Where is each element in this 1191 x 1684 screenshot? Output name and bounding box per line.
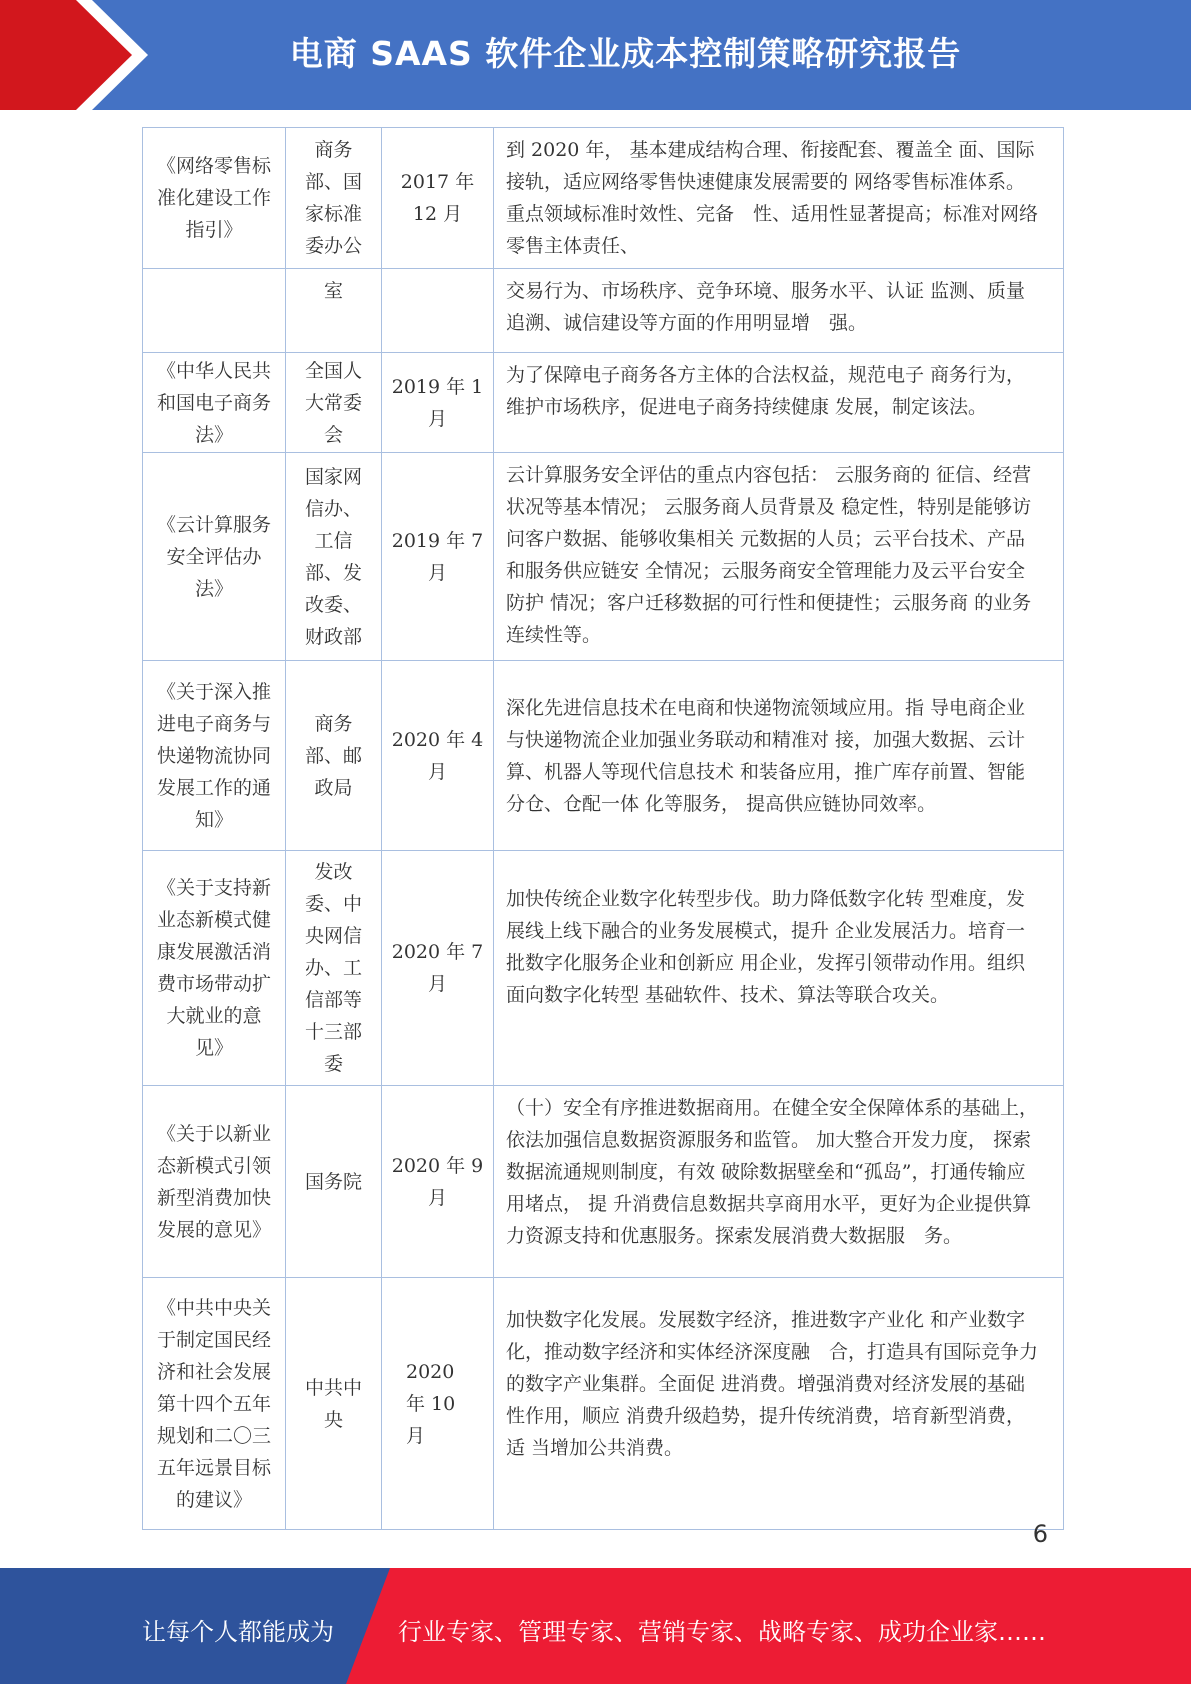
document-title: 电商 SAAS 软件企业成本控制策略研究报告 xyxy=(289,34,962,73)
issue-date-cell: 2019 年 1 月 xyxy=(382,353,494,453)
policy-name-cell: 《网络零售标准化建设工作指引》 xyxy=(143,128,286,269)
policy-name-cell: 《关于深入推进电子商务与快递物流协同发展工作的通知》 xyxy=(143,661,286,851)
policy-name-cell: 《关于以新业态新模式引领新型消费加快发展的意见》 xyxy=(143,1086,286,1278)
issuing-department-cell: 商务部、国家标准委办公 xyxy=(286,128,382,269)
policy-content-cell: 云计算服务安全评估的重点内容包括： 云服务商的 征信、经营状况等基本情况； 云服务商人员背景及 稳定性，特别是能够访问客户数据、能够收集相关 元数据的人员；云平台技术、产品和服务供应链安 全情况；云服务商安全管理能力及云平台安全防护 情况；客户迁移数据的可行性和便捷性；云服务商 的业务连续性等。 xyxy=(494,453,1064,661)
issuing-department-cell: 全国人大常委会 xyxy=(286,353,382,453)
policy-content-cell: 加快数字化发展。发展数字经济，推进数字产业化 和产业数字化，推动数字经济和实体经济深度融 合，打造具有国际竞争力的数字产业集群。全面促 进消费。增强消费对经济发展的基础性作用，顺应 消费升级趋势，提升传统消费，培育新型消费， 适 当增加公共消费。 xyxy=(494,1278,1064,1530)
issuing-department-cell: 国家网信办、工信部、发改委、财政部 xyxy=(286,453,382,661)
issuing-department-cell: 国务院 xyxy=(286,1086,382,1278)
table-row xyxy=(143,128,1064,269)
issue-date-cell: 2020 年 4 月 xyxy=(382,661,494,851)
policy-name-cell: 《云计算服务安全评估办法》 xyxy=(143,453,286,661)
policy-name-cell xyxy=(143,269,286,353)
policy-content-cell: 到 2020 年， 基本建成结构合理、衔接配套、覆盖全 面、国际接轨，适应网络零售快速健康发展需要的 网络零售标准体系。重点领域标准时效性、完备 性、适用性显著提高；标准对网络零售主体责任、 xyxy=(494,128,1064,269)
table-row xyxy=(143,1086,1064,1278)
table-row xyxy=(143,353,1064,453)
table-row xyxy=(143,851,1064,1086)
table-row xyxy=(143,269,1064,353)
issue-date-cell: 2020 年 9 月 xyxy=(382,1086,494,1278)
policy-content-cell: 交易行为、市场秩序、竞争环境、服务水平、认证 监测、质量追溯、诚信建设等方面的作用明显增 强。 xyxy=(494,269,1064,353)
footer-slogan-right: 行业专家、管理专家、营销专家、战略专家、成功企业家…… xyxy=(398,1618,1046,1646)
policy-table-body xyxy=(143,128,1064,1530)
table-row xyxy=(143,661,1064,851)
page-header xyxy=(0,0,1191,110)
issuing-department-cell: 商务部、邮政局 xyxy=(286,661,382,851)
issuing-department-cell: 室 xyxy=(286,269,382,353)
issue-date-cell: 2017 年 12 月 xyxy=(382,128,494,269)
policy-content-cell: （十）安全有序推进数据商用。在健全安全保障体系的基础上，依法加强信息数据资源服务和监管。 加大整合开发力度， 探索数据流通规则制度，有效 破除数据壁垒和“孤岛”，打通传输应用堵点， 提 升消费信息数据共享商用水平，更好为企业提供算 力资源支持和优惠服务。探索发展消费大数据服 务。 xyxy=(494,1086,1064,1278)
issue-date-cell: 2020 年 10 月 xyxy=(382,1278,494,1530)
footer-slogan-left: 让每个人都能成为 xyxy=(142,1618,334,1646)
policy-name-cell: 《中共中央关于制定国民经济和社会发展第十四个五年规划和二〇三五年远景目标的建议》 xyxy=(143,1278,286,1530)
table-row xyxy=(143,453,1064,661)
policy-name-cell: 《中华人民共和国电子商务法》 xyxy=(143,353,286,453)
page-number: 6 xyxy=(1032,1520,1048,1548)
issuing-department-cell: 发改委、中央网信办、工信部等十三部委 xyxy=(286,851,382,1086)
table-row xyxy=(143,1278,1064,1530)
issue-date-cell: 2020 年 7 月 xyxy=(382,851,494,1086)
policy-name-cell: 《关于支持新业态新模式健康发展激活消费市场带动扩大就业的意见》 xyxy=(143,851,286,1086)
policy-content-cell: 深化先进信息技术在电商和快递物流领域应用。指 导电商企业与快递物流企业加强业务联动和精准对 接，加强大数据、云计算、机器人等现代信息技术 和装备应用，推广库存前置、智能分仓、仓配一体 化等服务， 提高供应链协同效率。 xyxy=(494,661,1064,851)
issue-date-cell xyxy=(382,269,494,353)
policy-table xyxy=(142,127,1064,1530)
issue-date-cell: 2019 年 7 月 xyxy=(382,453,494,661)
issuing-department-cell: 中共中央 xyxy=(286,1278,382,1530)
policy-content-cell: 加快传统企业数字化转型步伐。助力降低数字化转 型难度，发展线上线下融合的业务发展模式，提升 企业发展活力。培育一批数字化服务企业和创新应 用企业，发挥引领带动作用。组织面向数字化转型 基础软件、技术、算法等联合攻关。 xyxy=(494,851,1064,1086)
page-footer xyxy=(0,1568,1191,1684)
policy-content-cell: 为了保障电子商务各方主体的合法权益，规范电子 商务行为， 维护市场秩序，促进电子商务持续健康 发展，制定该法。 xyxy=(494,353,1064,453)
